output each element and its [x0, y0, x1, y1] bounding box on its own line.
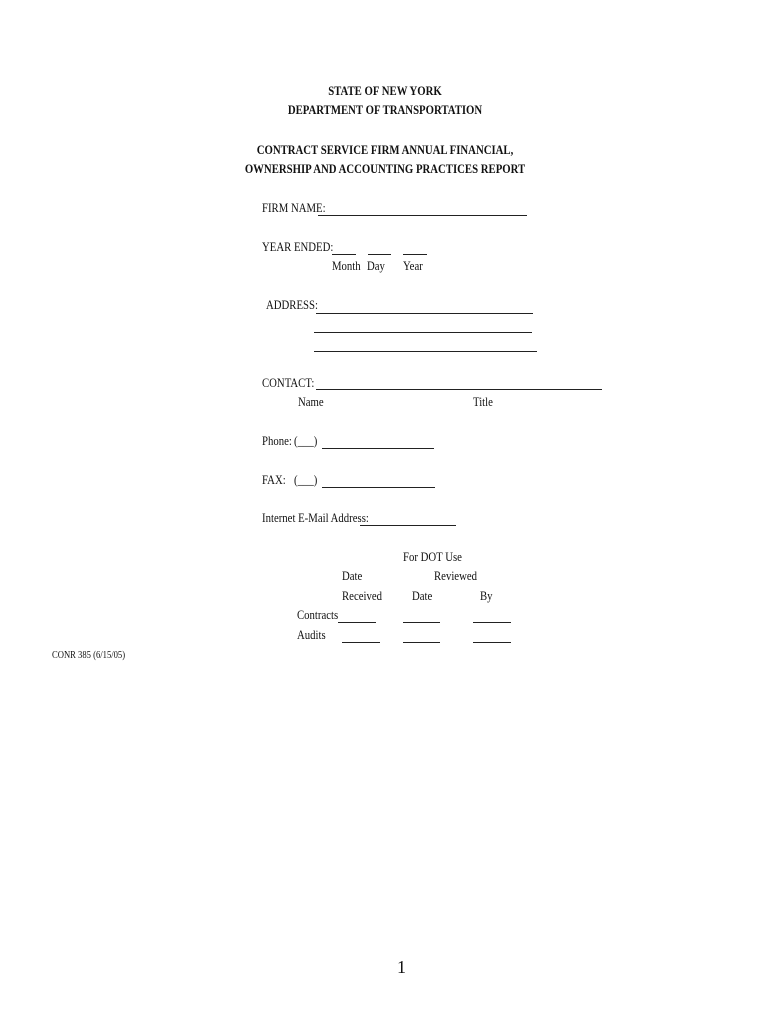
- email-field[interactable]: [360, 525, 456, 526]
- report-title-line2: OWNERSHIP AND ACCOUNTING PRACTICES REPORT: [244, 162, 526, 176]
- year-caption: Year: [403, 259, 423, 273]
- reviewed-by-column-header: By: [480, 589, 493, 603]
- contact-field[interactable]: [316, 389, 602, 390]
- contracts-reviewed-by-field[interactable]: [473, 622, 511, 623]
- fax-area-code-field[interactable]: (___): [294, 473, 318, 487]
- header-state: STATE OF NEW YORK: [328, 84, 442, 98]
- audits-reviewed-by-field[interactable]: [473, 642, 511, 643]
- form-code: CONR 385 (6/15/05): [52, 650, 126, 661]
- audits-date-received-field[interactable]: [342, 642, 380, 643]
- report-title-line1: CONTRACT SERVICE FIRM ANNUAL FINANCIAL,: [256, 143, 514, 157]
- audits-reviewed-date-field[interactable]: [403, 642, 440, 643]
- audits-row-label: Audits: [297, 628, 326, 642]
- reviewed-column-header: Reviewed: [434, 569, 477, 583]
- address-label: ADDRESS:: [266, 298, 318, 312]
- day-field[interactable]: [368, 254, 391, 255]
- contact-title-caption: Title: [473, 395, 493, 409]
- received-column-header: Received: [342, 589, 383, 603]
- contracts-date-received-field[interactable]: [338, 622, 376, 623]
- month-field[interactable]: [332, 254, 356, 255]
- phone-area-code-field[interactable]: (___): [294, 434, 318, 448]
- contact-label: CONTACT:: [262, 376, 315, 390]
- header-department: DEPARTMENT OF TRANSPORTATION: [287, 103, 483, 117]
- day-caption: Day: [367, 259, 385, 273]
- address-line1-field[interactable]: [316, 313, 533, 314]
- date-column-header: Date: [342, 569, 363, 583]
- reviewed-date-column-header: Date: [412, 589, 433, 603]
- contracts-row-label: Contracts: [297, 608, 339, 622]
- year-field[interactable]: [403, 254, 427, 255]
- contracts-reviewed-date-field[interactable]: [403, 622, 440, 623]
- dot-use-heading: For DOT Use: [403, 550, 462, 564]
- page-number: 1: [397, 957, 406, 977]
- firm-name-field[interactable]: [318, 215, 527, 216]
- address-line2-field[interactable]: [314, 332, 532, 333]
- phone-number-field[interactable]: [322, 448, 434, 449]
- phone-label: Phone:: [262, 434, 292, 448]
- year-ended-label: YEAR ENDED:: [262, 240, 334, 254]
- fax-number-field[interactable]: [322, 487, 435, 488]
- month-caption: Month: [332, 259, 361, 273]
- firm-name-label: FIRM NAME:: [262, 201, 326, 215]
- fax-label: FAX:: [262, 473, 286, 487]
- address-line3-field[interactable]: [314, 351, 537, 352]
- contact-name-caption: Name: [298, 395, 324, 409]
- email-label: Internet E-Mail Address:: [262, 511, 369, 525]
